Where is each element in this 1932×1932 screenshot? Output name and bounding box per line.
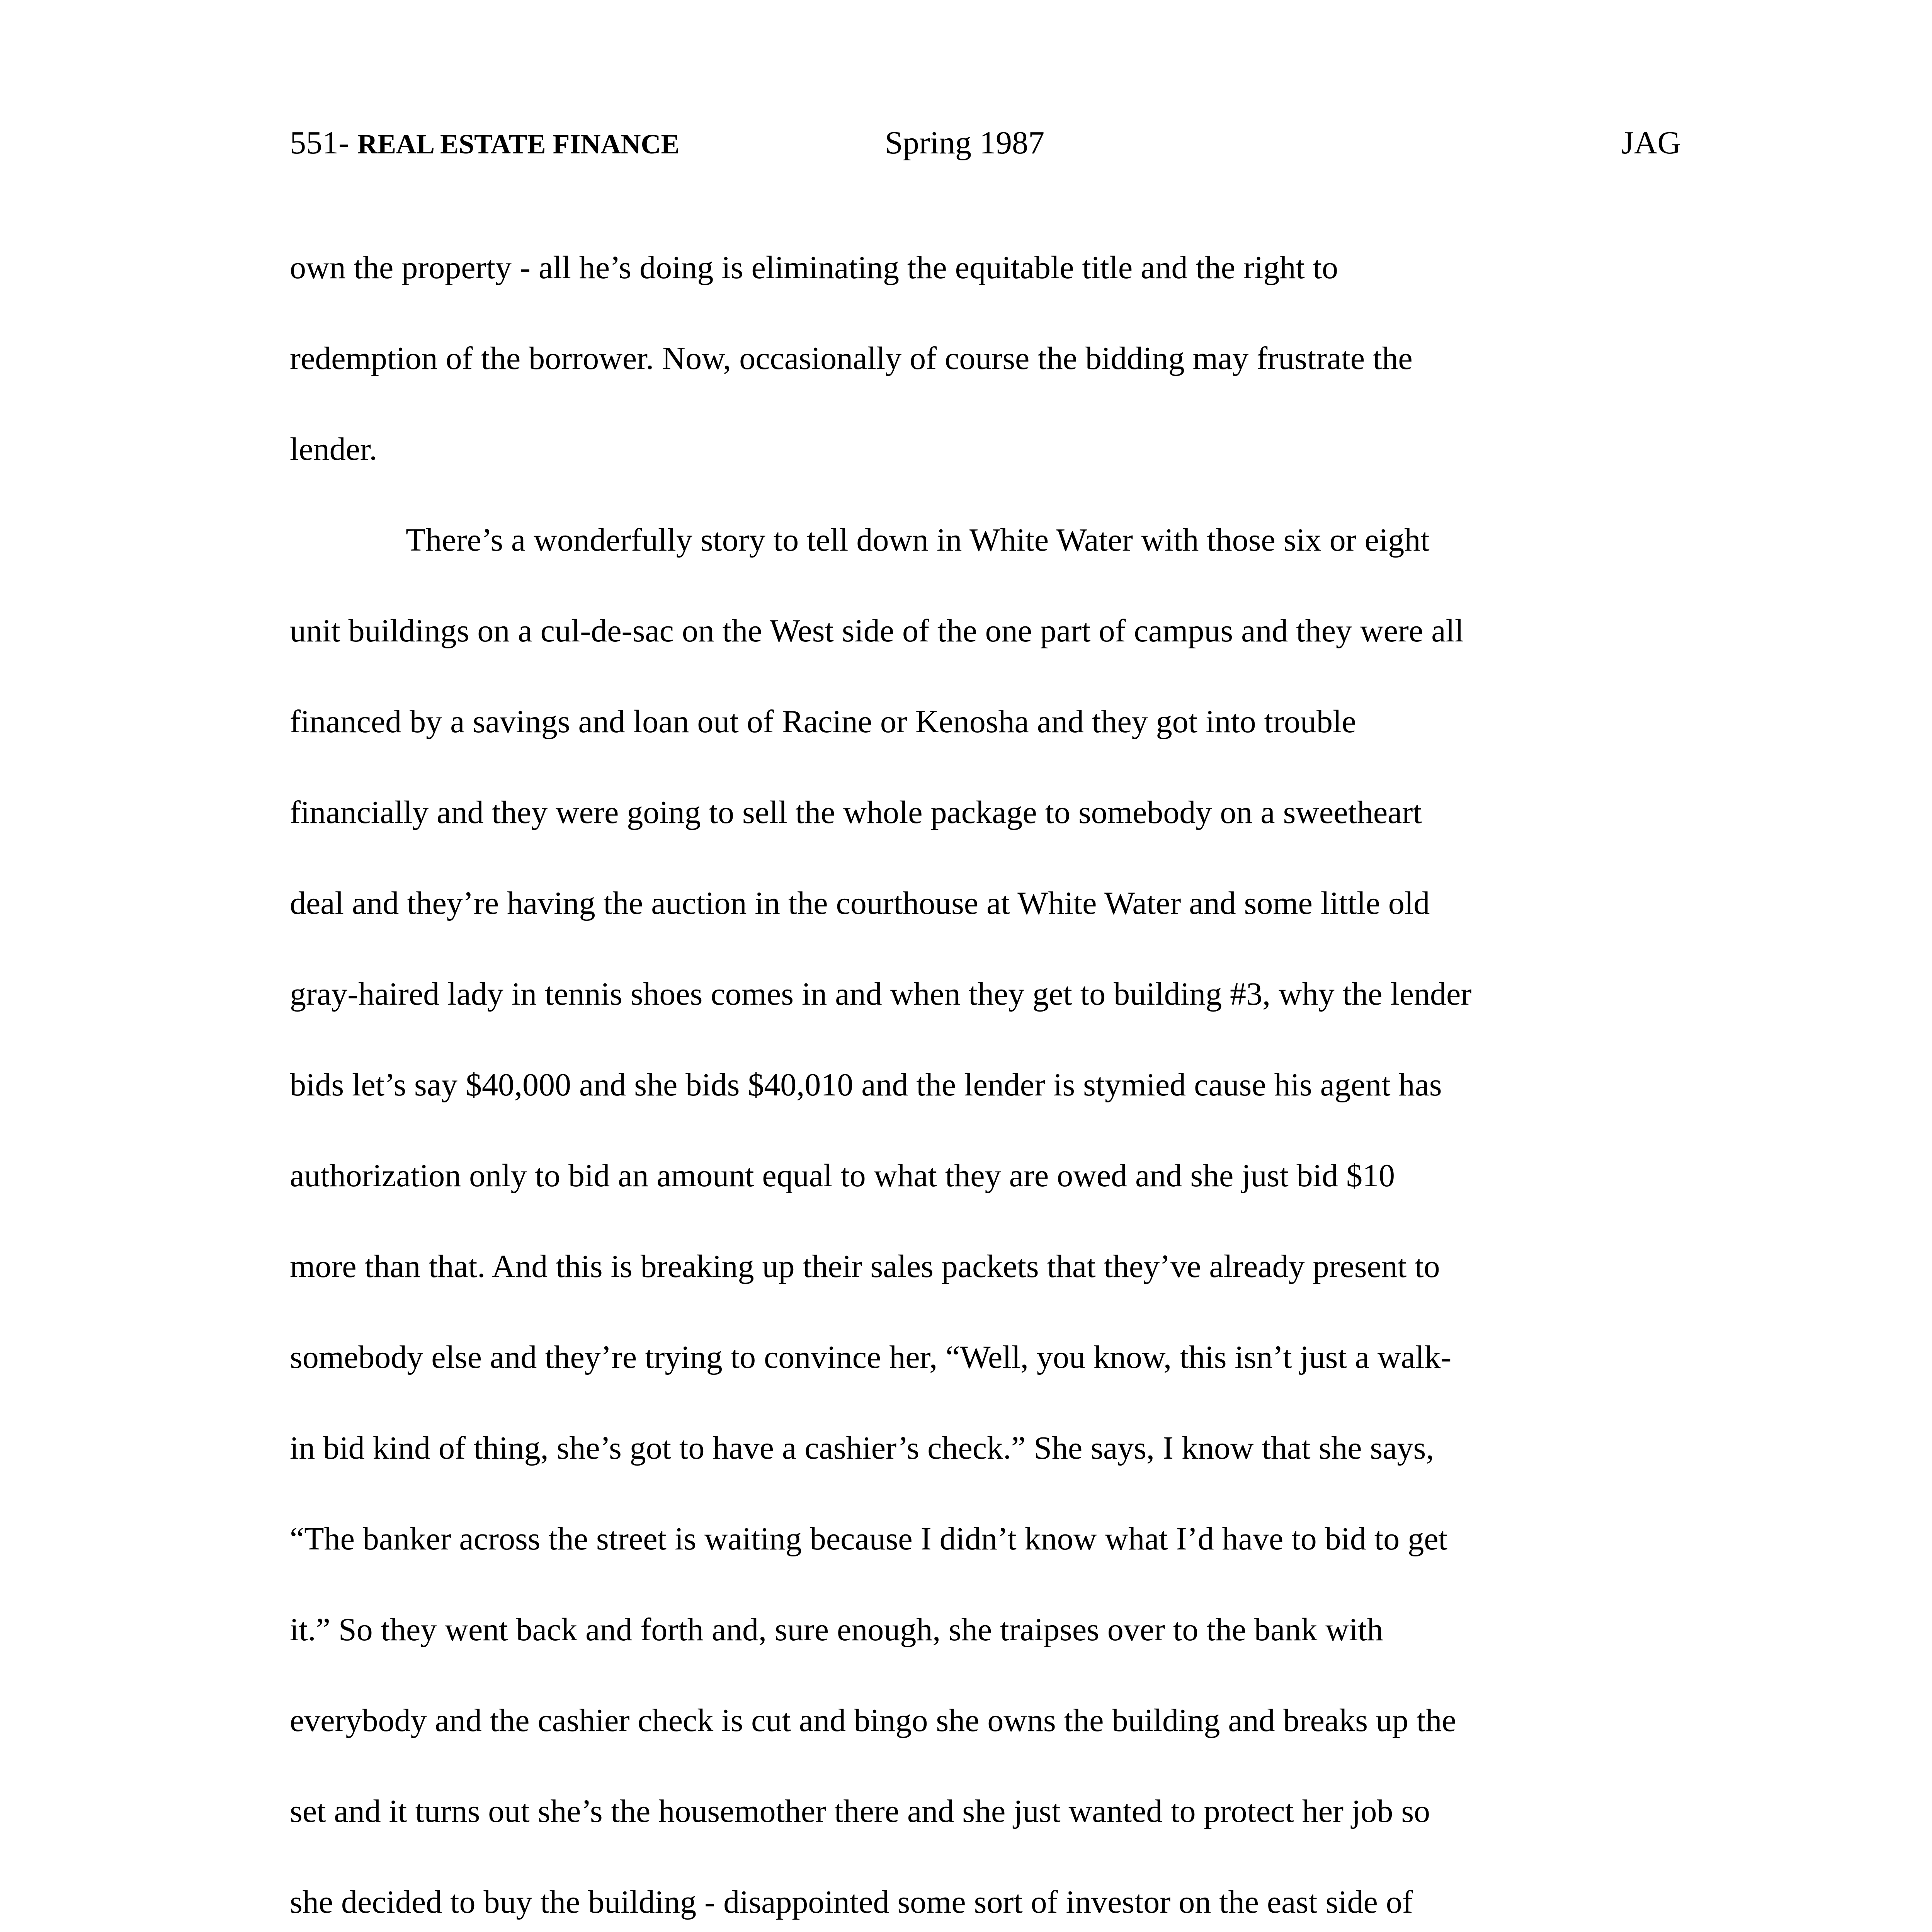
text-line: in bid kind of thing, she’s got to have a cashier’s check.” She says, I know that she says, [290,1430,1434,1466]
text-line: unit buildings on a cul-de-sac on the West side of the one part of campus and they were all [290,613,1464,649]
page-header [290,116,1681,170]
course-number: 551- [290,125,357,161]
text-line: own the property - all he’s doing is eliminating the equitable title and the right to [290,250,1338,286]
text-line: she decided to buy the building - disappointed some sort of investor on the east side of [290,1884,1413,1920]
text-line: everybody and the cashier check is cut and bingo she owns the building and breaks up the [290,1702,1456,1738]
course-label [290,116,680,171]
text-line: it.” So they went back and forth and, sure enough, she traipses over to the bank with [290,1612,1383,1648]
text-line: more than that. And this is breaking up their sales packets that they’ve already present to [290,1248,1440,1284]
text-line: lender. [290,431,378,467]
text-line: authorization only to bid an amount equal to what they are owed and she just bid $10 [290,1158,1395,1194]
text-line: financed by a savings and loan out of Racine or Kenosha and they got into trouble [290,704,1356,740]
paragraph-start-line: There’s a wonderfully story to tell down in White Water with those six or eight [406,522,1430,558]
term-label: Spring 1987 [885,125,1045,161]
text-line: bids let’s say $40,000 and she bids $40,010 and the lender is stymied cause his agent has [290,1067,1442,1103]
text-line: deal and they’re having the auction in the courthouse at White Water and some little old [290,885,1430,921]
course-title: REAL ESTATE FINANCE [357,129,680,160]
text-line: gray-haired lady in tennis shoes comes in and when they get to building #3, why the lender [290,976,1472,1012]
text-line: somebody else and they’re trying to convince her, “Well, you know, this isn’t just a walk- [290,1339,1452,1375]
body-text [290,222,1681,1932]
author-initials: JAG [1621,125,1681,161]
text-line: set and it turns out she’s the housemother there and she just wanted to protect her job so [290,1793,1430,1829]
text-line: redemption of the borrower. Now, occasionally of course the bidding may frustrate the [290,340,1413,376]
text-line: “The banker across the street is waiting because I didn’t know what I’d have to bid to get [290,1521,1447,1557]
text-line: financially and they were going to sell the whole package to somebody on a sweetheart [290,794,1422,830]
